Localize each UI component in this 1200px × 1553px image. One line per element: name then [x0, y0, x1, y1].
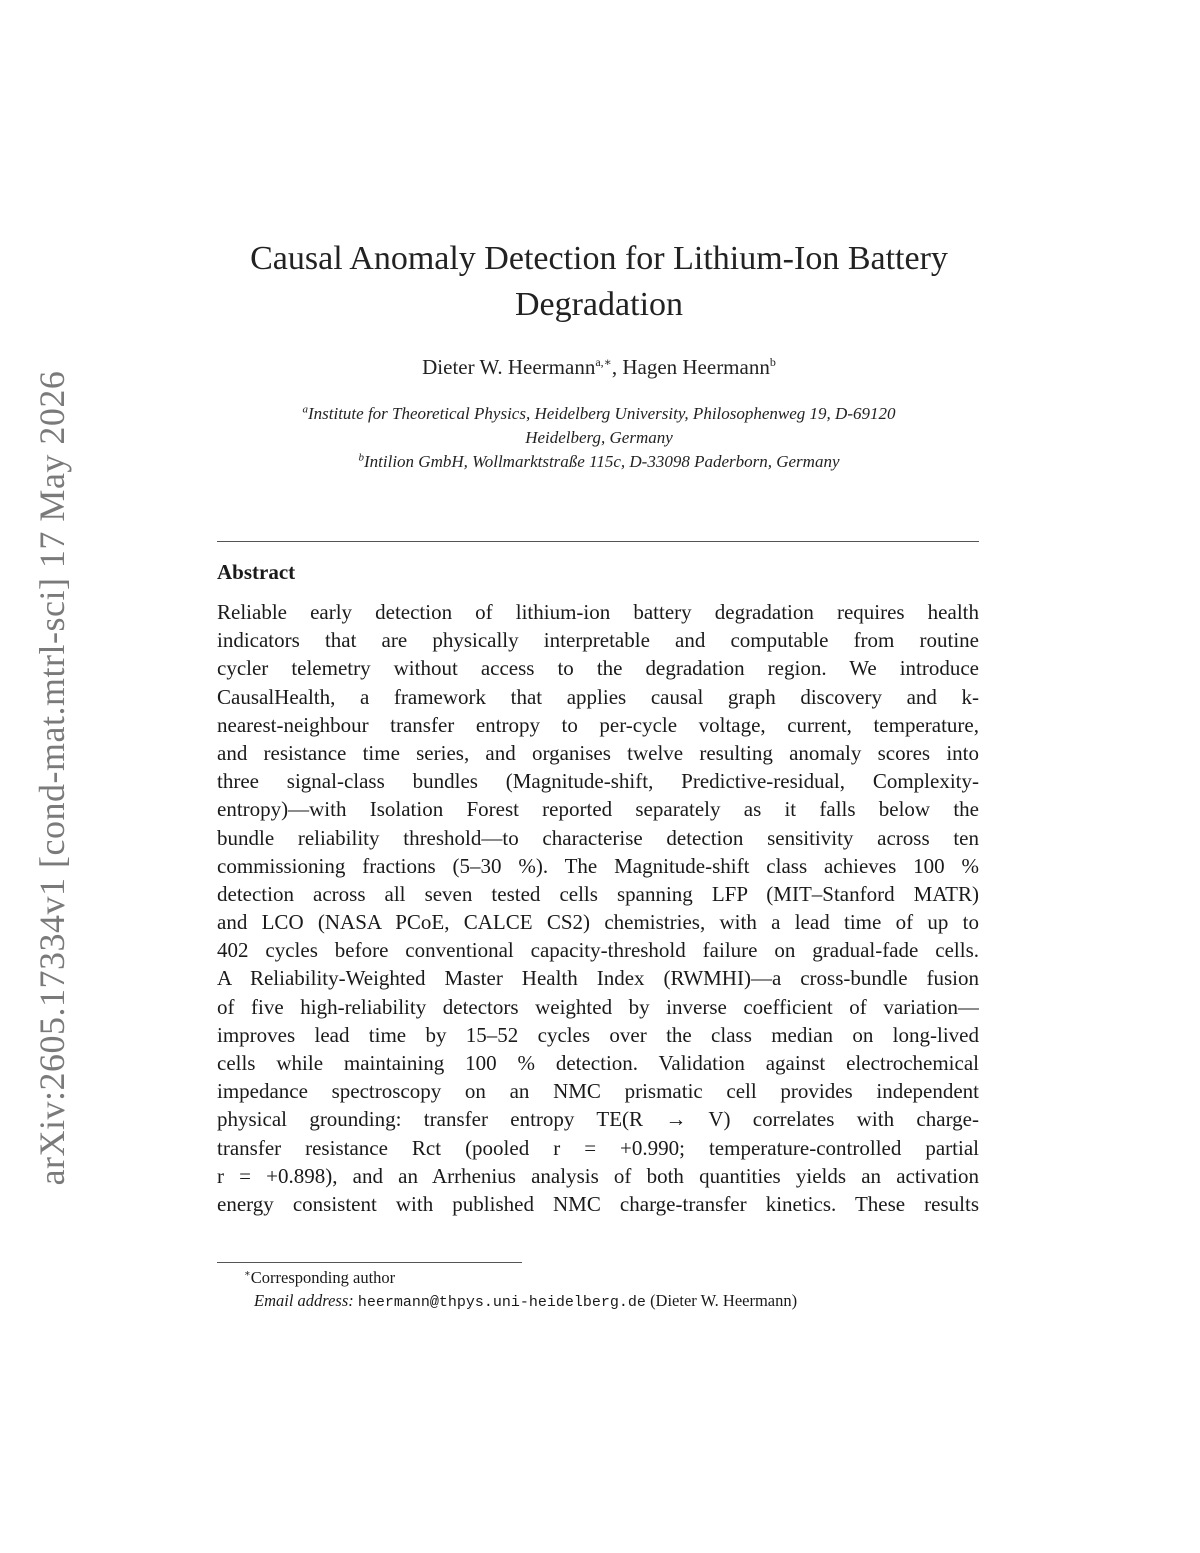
- author-affiliation-mark: b: [769, 355, 776, 369]
- abstract-line: r = +0.898), and an Arrhenius analysis of both quantities yields an activation: [217, 1163, 979, 1188]
- abstract-line: bundle reliability threshold—to characterise detection sensitivity across ten: [217, 825, 979, 850]
- abstract-line: cycler telemetry without access to the degradation region. We introduce: [217, 656, 979, 681]
- affiliation-a-cont: Heidelberg, Germany: [525, 428, 673, 447]
- affiliation-text: Intilion GmbH, Wollmarktstraße 115c, D-33098 Paderborn, Germany: [364, 452, 840, 471]
- author-separator: ,: [611, 355, 623, 379]
- paper-title: [240, 236, 958, 328]
- author-name: Hagen Heermann: [622, 355, 770, 379]
- abstract-line: impedance spectroscopy on an NMC prismatic cell provides independent: [217, 1079, 979, 1104]
- abstract-line: improves lead time by 15–52 cycles over the class median on long-lived: [217, 1022, 979, 1047]
- affiliation-a: [216, 402, 982, 426]
- abstract-line: A Reliability-Weighted Master Health Index (RWMHI)—a cross-bundle fusion: [217, 966, 979, 991]
- abstract-line: physical grounding: transfer entropy TE(R → V) correlates with charge-: [217, 1107, 979, 1132]
- arxiv-identifier: arXiv:2605.17334v1 [cond-mat.mtrl-sci] 17 May 2026: [32, 370, 72, 1186]
- abstract-line: of five high-reliability detectors weighted by inverse coefficient of variation—: [217, 994, 979, 1019]
- footnote-corresponding: [244, 1266, 797, 1289]
- author-name: Dieter W. Heermann: [422, 355, 596, 379]
- title-line-1: Causal Anomaly Detection for Lithium-Ion Battery: [250, 240, 948, 277]
- footnote-rule: [217, 1262, 522, 1263]
- abstract-top-rule: [217, 541, 979, 542]
- affiliations: [216, 402, 982, 474]
- abstract-line: detection across all seven tested cells spanning LFP (MIT–Stanford MATR): [217, 881, 979, 906]
- abstract-line: cells while maintaining 100 % detection. Validation against electrochemical: [217, 1051, 979, 1075]
- abstract-line: and LCO (NASA PCoE, CALCE CS2) chemistries, with a lead time of up to: [217, 910, 979, 935]
- title-line-2: Degradation: [514, 286, 684, 323]
- abstract-line: and resistance time series, and organises twelve resulting anomaly scores into: [217, 740, 979, 765]
- affiliation-mark: b: [358, 451, 364, 464]
- footnote-corresponding-text: Corresponding author: [250, 1268, 396, 1287]
- email-label: Email address:: [254, 1291, 354, 1310]
- abstract-line: indicators that are physically interpretable and computable from routine: [217, 628, 979, 653]
- abstract-line: transfer resistance Rct (pooled r = +0.990; temperature-controlled partial: [217, 1135, 979, 1160]
- author-affiliation-mark: a,∗: [595, 355, 612, 369]
- abstract-line: 402 cycles before conventional capacity-threshold failure on gradual-fade cells.: [217, 938, 979, 963]
- footnote: [244, 1266, 797, 1314]
- affiliation-b: [216, 450, 982, 474]
- abstract-body: [217, 598, 979, 1218]
- abstract-line: commissioning fractions (5–30 %). The Magnitude-shift class achieves 100 %: [217, 853, 979, 878]
- abstract-line: entropy)—with Isolation Forest reported separately as it falls below the: [217, 797, 979, 822]
- abstract-line: Reliable early detection of lithium-ion battery degradation requires health: [217, 600, 979, 624]
- footnote-email-line: [254, 1289, 797, 1314]
- email-owner: (Dieter W. Heermann): [650, 1291, 798, 1310]
- email-link[interactable]: heermann@thpys.uni-heidelberg.de: [357, 1294, 646, 1311]
- author-list: [240, 355, 958, 380]
- abstract-line: nearest-neighbour transfer entropy to per-cycle voltage, current, temperature,: [217, 712, 979, 737]
- abstract-heading: Abstract: [217, 560, 296, 584]
- abstract-line: three signal-class bundles (Magnitude-shift, Predictive-residual, Complexity-: [217, 769, 979, 794]
- affiliation-text: Institute for Theoretical Physics, Heidelberg University, Philosophenweg 19, D-69120: [307, 404, 896, 423]
- footnote-mark: ∗: [244, 1268, 251, 1280]
- affiliation-mark: a: [302, 403, 308, 416]
- abstract-line: energy consistent with published NMC charge-transfer kinetics. These results: [217, 1191, 979, 1216]
- abstract-line: CausalHealth, a framework that applies causal graph discovery and k-: [217, 684, 979, 709]
